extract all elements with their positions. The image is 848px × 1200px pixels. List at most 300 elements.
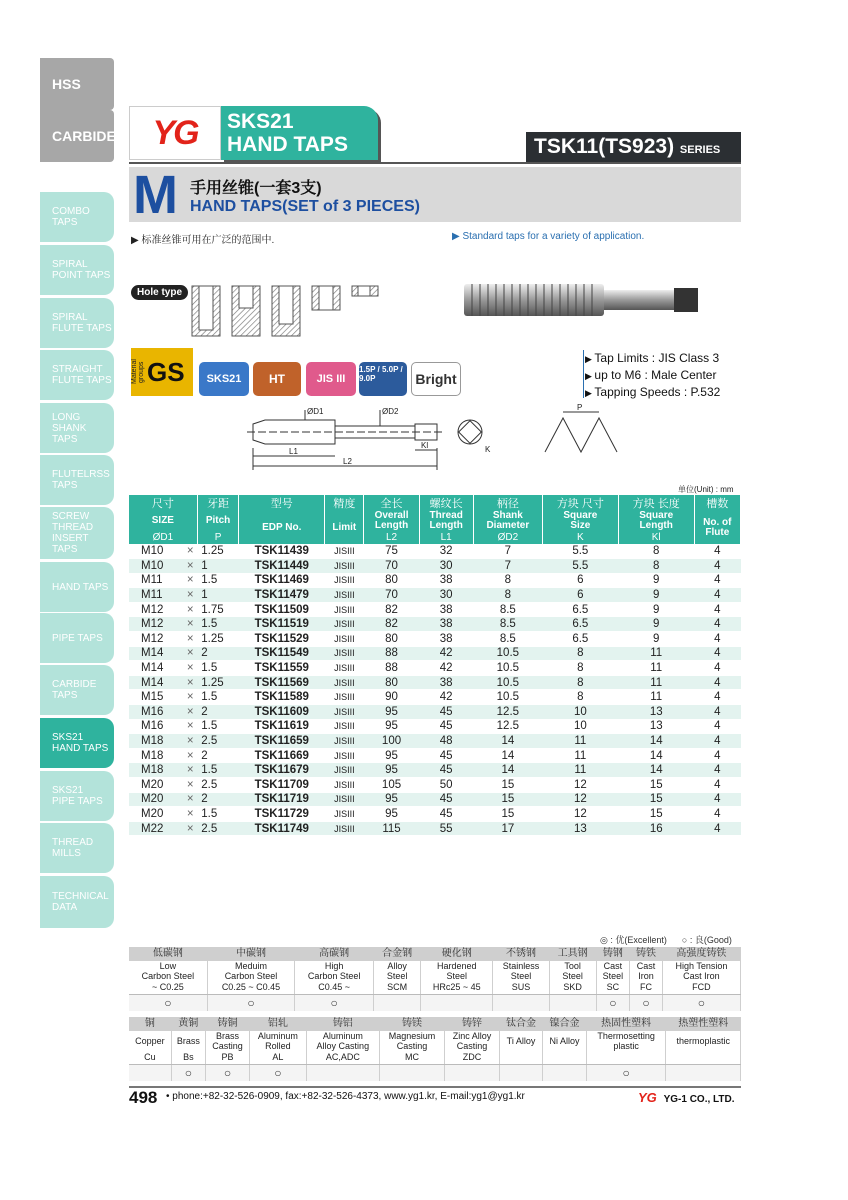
material-code-cell: ~ C0.25 [129,981,207,994]
value-cell: 70 [364,559,419,574]
times-sign: × [183,821,197,836]
product-title-box [221,106,378,160]
value-cell: 4 [694,690,740,705]
material-marks-cell [493,994,549,1011]
pitch-cell: 1.5 [197,719,239,734]
value-cell: 10.5 [473,690,542,705]
times-sign: × [183,705,197,720]
edp-cell: TSK11679 [239,763,325,778]
material-cn-cell: 铸锌 [445,1017,500,1031]
col-header-symbol: K [542,531,618,544]
value-cell: 6 [542,573,618,588]
times-sign: × [183,661,197,676]
material-table-1 [129,947,741,1011]
col-header-symbol: L2 [364,531,419,544]
material-code-cell: HRc25 ~ 45 [421,981,493,994]
value-cell: 6.5 [542,602,618,617]
limit-cell: JISIII [325,748,364,763]
legend-excellent: ◎ : 优(Excellent) [600,935,667,945]
material-cn-cell: 铸铜 [205,1017,249,1031]
value-cell: 70 [364,588,419,603]
bright-finish-badge: Bright [411,362,461,396]
value-cell: 15 [473,778,542,793]
value-cell: 13 [618,705,694,720]
value-cell: 4 [694,792,740,807]
pitch-cell: 1.5 [197,763,239,778]
value-cell: 88 [364,661,419,676]
size-cell: M22 [129,821,183,836]
value-cell: 42 [419,690,473,705]
value-cell: 11 [618,661,694,676]
value-cell: 10.5 [473,675,542,690]
value-cell: 12 [542,807,618,822]
col-header-symbol: Kl [618,531,694,544]
material-code-cell [543,1051,586,1064]
value-cell: 4 [694,734,740,749]
times-sign: × [183,807,197,822]
edp-cell: TSK11479 [239,588,325,603]
value-cell: 14 [618,748,694,763]
sidebar-item-10[interactable]: PIPE TAPS [40,613,114,663]
material-cn-cell: 低碳钢 [129,947,207,961]
table-row [129,690,741,705]
material-cn-cell: 铜 [129,1017,171,1031]
value-cell: 4 [694,807,740,822]
limit-cell: JISIII [325,661,364,676]
col-header-symbol: ØD2 [473,531,542,544]
label-l2: L2 [343,457,352,466]
sidebar-item-1[interactable]: CARBIDE [40,110,114,162]
value-cell: 8.5 [473,617,542,632]
pitch-cell: 2.5 [197,821,239,836]
limit-cell: JISIII [325,588,364,603]
table-row [129,661,741,676]
material-cn-cell: 黄铜 [171,1017,205,1031]
limit-cell: JISIII [325,792,364,807]
pitch-cell: 2.5 [197,734,239,749]
spec-table [129,495,741,836]
value-cell: 12 [542,778,618,793]
times-sign: × [183,632,197,647]
value-cell: 32 [419,544,473,559]
value-cell: 38 [419,617,473,632]
material-marks-cell [445,1064,500,1081]
col-header-en: SIZE [129,511,197,531]
value-cell: 4 [694,632,740,647]
value-cell: 16 [618,821,694,836]
value-cell: 11 [542,748,618,763]
value-cell: 13 [618,719,694,734]
table-row [129,748,741,763]
col-header-en: Square Size [542,511,618,531]
sidebar-item-9[interactable]: HAND TAPS [40,562,114,612]
size-cell: M20 [129,807,183,822]
material-cn-cell: 铸铝 [306,1017,379,1031]
value-cell: 4 [694,748,740,763]
table-row [129,792,741,807]
value-cell: 15 [618,792,694,807]
value-cell: 8 [542,690,618,705]
value-cell: 105 [364,778,419,793]
value-cell: 6 [542,588,618,603]
material-cn-cell: 合金钢 [374,947,421,961]
limit-cell: JISIII [325,807,364,822]
times-sign: × [183,763,197,778]
value-cell: 95 [364,807,419,822]
material-marks-cell [374,994,421,1011]
material-marks-cell [543,1064,586,1081]
edp-cell: TSK11439 [239,544,325,559]
value-cell: 15 [473,792,542,807]
value-cell: 11 [542,763,618,778]
value-cell: 38 [419,602,473,617]
material-en-cell: Aluminum Rolled [250,1031,307,1051]
spec-male-center: ▶ up to M6 : Male Center [585,367,720,384]
size-cell: M16 [129,719,183,734]
size-cell: M12 [129,617,183,632]
material-code-cell: MC [379,1051,444,1064]
material-en-cell: thermoplastic [666,1031,741,1051]
value-cell: 13 [542,821,618,836]
table-row [129,559,741,574]
col-header-symbol: L1 [419,531,473,544]
series-box [526,132,741,162]
gs-label: GS [147,356,185,387]
limit-cell: JISIII [325,734,364,749]
sidebar-item-6[interactable]: LONG SHANK TAPS [40,403,114,453]
value-cell: 45 [419,748,473,763]
limit-cell: JISIII [325,632,364,647]
legend [600,933,732,946]
times-sign: × [183,734,197,749]
pitch-cell: 2.5 [197,778,239,793]
section-title-en: HAND TAPS(SET of 3 PIECES) [190,198,420,215]
material-code-cell: SC [596,981,629,994]
material-code-cell: PB [205,1051,249,1064]
value-cell: 100 [364,734,419,749]
value-cell: 45 [419,807,473,822]
sidebar-item-7[interactable]: FLUTELRSS TAPS [40,455,114,505]
sidebar-item-13[interactable]: SKS21 PIPE TAPS [40,771,114,821]
material-en-cell: Tool Steel [549,961,596,981]
value-cell: 4 [694,675,740,690]
value-cell: 4 [694,588,740,603]
material-table-2 [129,1017,741,1081]
edp-cell: TSK11709 [239,778,325,793]
application-note-cn: ▶ 标准丝锥可用在广泛的范围中. [131,235,275,246]
table-row [129,617,741,632]
value-cell: 10 [542,719,618,734]
material-code-cell: FC [630,981,663,994]
value-cell: 4 [694,617,740,632]
value-cell: 38 [419,632,473,647]
value-cell: 80 [364,675,419,690]
limit-cell: JISIII [325,821,364,836]
material-en-cell: Thermosetting plastic [586,1031,666,1051]
size-cell: M18 [129,734,183,749]
size-cell: M14 [129,646,183,661]
material-marks-cell: ○ [630,994,663,1011]
times-sign: × [183,690,197,705]
material-en-cell: Aluminum Alloy Casting [306,1031,379,1051]
pitch-cell: 1 [197,559,239,574]
sidebar-item-2[interactable]: COMBO TAPS [40,192,114,242]
material-marks-cell: ○ [250,1064,307,1081]
value-cell: 15 [618,807,694,822]
value-cell: 4 [694,705,740,720]
value-cell: 8 [618,559,694,574]
value-cell: 4 [694,719,740,734]
size-cell: M12 [129,632,183,647]
edp-cell: TSK11609 [239,705,325,720]
material-en-cell: Brass [171,1031,205,1051]
col-header-en: Thread Length [419,511,473,531]
size-cell: M14 [129,661,183,676]
value-cell: 11 [618,646,694,661]
value-cell: 30 [419,559,473,574]
hole-type-label: Hole type [131,285,188,300]
times-sign: × [183,602,197,617]
times-sign: × [183,573,197,588]
col-header-symbol: P [197,531,239,544]
value-cell: 4 [694,559,740,574]
pitch-cell: 1.5 [197,661,239,676]
value-cell: 8 [473,573,542,588]
material-cn-cell: 高强度铸铁 [662,947,740,961]
sidebar-item-15[interactable]: TECHNICAL DATA [40,876,114,928]
value-cell: 8.5 [473,602,542,617]
col-header-en: Shank Diameter [473,511,542,531]
limit-cell: JISIII [325,690,364,705]
value-cell: 75 [364,544,419,559]
label-k: K [485,445,491,454]
col-header-en: Pitch [197,511,239,531]
value-cell: 45 [419,792,473,807]
table-row [129,763,741,778]
value-cell: 88 [364,646,419,661]
sidebar-item-0[interactable]: HSS [40,58,114,110]
value-cell: 10.5 [473,646,542,661]
col-header-cn: 方块 尺寸 [542,495,618,511]
sidebar-item-11[interactable]: CARBIDE TAPS [40,665,114,715]
col-header-cn: 槽数 [694,495,740,511]
value-cell: 4 [694,602,740,617]
value-cell: 5.5 [542,559,618,574]
hole-type-icon-3 [272,286,300,336]
value-cell: 6.5 [542,632,618,647]
material-en-cell: Magnesium Casting [379,1031,444,1051]
value-cell: 9 [618,602,694,617]
limit-cell: JISIII [325,617,364,632]
material-marks-cell [499,1064,542,1081]
value-cell: 5.5 [542,544,618,559]
pitch-cell: 2 [197,792,239,807]
value-cell: 42 [419,646,473,661]
size-cell: M20 [129,778,183,793]
value-cell: 82 [364,617,419,632]
sks21-badge: SKS21 [199,362,249,396]
material-marks-cell [306,1064,379,1081]
col-header-en: No. of Flute [694,511,740,544]
material-cn-cell: 镍合金 [543,1017,586,1031]
material-cn-cell: 工具钢 [549,947,596,961]
size-cell: M15 [129,690,183,705]
material-code-cell [499,1051,542,1064]
pitch-cell: 2 [197,748,239,763]
size-cell: M16 [129,705,183,720]
material-cn-cell: 硬化钢 [421,947,493,961]
hole-type-icon-4 [312,286,340,310]
footer-company [638,1090,735,1105]
product-title-line2: HAND TAPS [227,133,348,156]
material-marks-cell: ○ [586,1064,666,1081]
pitch-cell: 1.5 [197,573,239,588]
edp-cell: TSK11569 [239,675,325,690]
value-cell: 45 [419,763,473,778]
label-p: P [577,404,583,412]
material-groups-label: Material groups [131,359,145,385]
sidebar-item-4[interactable]: SPIRAL FLUTE TAPS [40,298,114,348]
value-cell: 30 [419,588,473,603]
value-cell: 10 [542,705,618,720]
size-cell: M10 [129,559,183,574]
edp-cell: TSK11529 [239,632,325,647]
limit-cell: JISIII [325,719,364,734]
pitch-cell: 1.5 [197,617,239,632]
value-cell: 8 [542,661,618,676]
material-en-cell: Low Carbon Steel [129,961,207,981]
material-marks-cell [666,1064,741,1081]
pitch-badge: 1.5P / 5.0P / 9.0P [359,362,407,396]
edp-cell: TSK11659 [239,734,325,749]
value-cell: 38 [419,675,473,690]
product-title-line1: SKS21 [227,110,294,133]
value-cell: 95 [364,748,419,763]
edp-cell: TSK11469 [239,573,325,588]
material-group-badge [131,348,193,396]
material-en-cell: Ni Alloy [543,1031,586,1051]
material-en-cell: Stainless Steel [493,961,549,981]
sidebar-item-8[interactable]: SCREW THREAD INSERT TAPS [40,507,114,559]
times-sign: × [183,588,197,603]
value-cell: 45 [419,705,473,720]
value-cell: 14 [618,763,694,778]
material-en-cell: High Tension Cast Iron [662,961,740,981]
col-header-cn: 柄径 [473,495,542,511]
value-cell: 4 [694,821,740,836]
material-marks-cell [549,994,596,1011]
table-row [129,807,741,822]
limit-cell: JISIII [325,573,364,588]
value-cell: 9 [618,632,694,647]
value-cell: 15 [618,778,694,793]
times-sign: × [183,646,197,661]
times-sign: × [183,778,197,793]
col-header-symbol: ØD1 [129,531,197,544]
value-cell: 95 [364,792,419,807]
col-header-en: EDP No. [239,511,325,544]
spec-divider [583,350,584,398]
table-row [129,573,741,588]
sidebar-item-12[interactable]: SKS21 HAND TAPS [40,718,114,768]
limit-cell: JISIII [325,778,364,793]
material-marks-cell: ○ [596,994,629,1011]
material-en-cell: Hardened Steel [421,961,493,981]
value-cell: 8 [618,544,694,559]
footer-logo: YG [638,1090,657,1105]
value-cell: 4 [694,778,740,793]
value-cell: 8.5 [473,632,542,647]
value-cell: 11 [618,675,694,690]
col-header-cn: 全长 [364,495,419,511]
sidebar-item-3[interactable]: SPIRAL POINT TAPS [40,245,114,295]
value-cell: 82 [364,602,419,617]
pitch-cell: 1.25 [197,632,239,647]
value-cell: 55 [419,821,473,836]
value-cell: 14 [473,763,542,778]
page-number: 498 [129,1088,158,1107]
sidebar-item-14[interactable]: THREAD MILLS [40,823,114,873]
value-cell: 9 [618,573,694,588]
col-header-en: Limit [325,511,364,544]
limit-cell: JISIII [325,559,364,574]
material-code-cell [586,1051,666,1064]
value-cell: 4 [694,763,740,778]
hole-type-icon-5 [352,286,378,296]
series-code: TSK11(TS923) [534,135,675,158]
value-cell: 12.5 [473,719,542,734]
material-en-cell: Alloy Steel [374,961,421,981]
application-note-en: ▶ Standard taps for a variety of application. [452,231,645,242]
pitch-cell: 1 [197,588,239,603]
table-row [129,821,741,836]
dimension-diagram [245,404,695,476]
size-cell: M10 [129,544,183,559]
value-cell: 8 [473,588,542,603]
value-cell: 11 [618,690,694,705]
value-cell: 7 [473,544,542,559]
value-cell: 11 [542,734,618,749]
material-marks-cell: ○ [171,1064,205,1081]
value-cell: 9 [618,588,694,603]
material-en-cell: Ti Alloy [499,1031,542,1051]
edp-cell: TSK11449 [239,559,325,574]
edp-cell: TSK11509 [239,602,325,617]
material-code-cell: SUS [493,981,549,994]
sidebar-item-5[interactable]: STRAIGHT FLUTE TAPS [40,350,114,400]
pitch-cell: 1.75 [197,602,239,617]
value-cell: 95 [364,763,419,778]
size-cell: M11 [129,573,183,588]
label-d2: ØD2 [382,407,399,416]
spec-tap-limits: ▶ Tap Limits : JIS Class 3 [585,350,720,367]
material-en-cell: Brass Casting [205,1031,249,1051]
times-sign: × [183,617,197,632]
table-row [129,602,741,617]
limit-cell: JISIII [325,763,364,778]
material-code-cell: FCD [662,981,740,994]
edp-cell: TSK11719 [239,792,325,807]
col-header-cn: 精度 [325,495,364,511]
value-cell: 4 [694,573,740,588]
edp-cell: TSK11549 [239,646,325,661]
times-sign: × [183,792,197,807]
material-code-cell: C0.45 ~ [295,981,374,994]
value-cell: 80 [364,632,419,647]
material-code-cell: SKD [549,981,596,994]
times-sign: × [183,675,197,690]
material-code-cell: C0.25 ~ C0.45 [207,981,294,994]
